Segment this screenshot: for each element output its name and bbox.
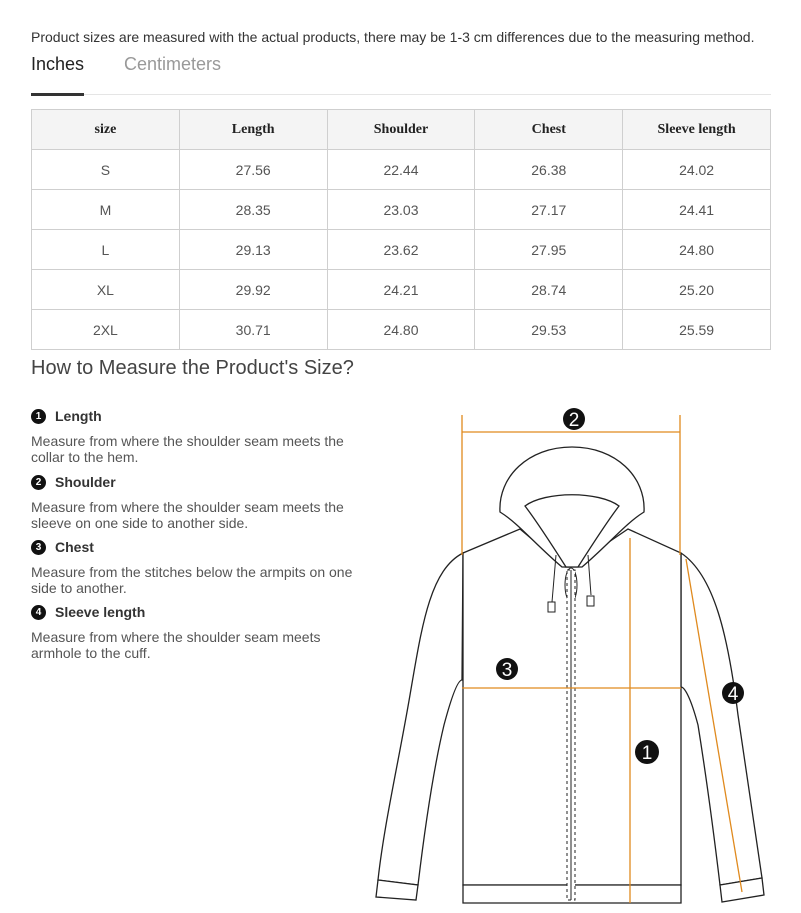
cell-chest: 26.38 <box>475 150 623 190</box>
unit-tabs <box>31 54 771 95</box>
table-header-row <box>32 110 771 150</box>
table-row <box>32 190 771 230</box>
cell-size: M <box>32 190 180 230</box>
cell-length: 29.92 <box>179 270 327 310</box>
cell-shoulder: 23.62 <box>327 230 475 270</box>
cell-sleeve-length: 25.59 <box>623 310 771 350</box>
table-row <box>32 150 771 190</box>
step-title: Sleeve length <box>55 604 146 620</box>
cell-chest: 29.53 <box>475 310 623 350</box>
tab-centimeters[interactable]: Centimeters <box>124 54 222 74</box>
cell-length: 30.71 <box>179 310 327 350</box>
cell-sleeve-length: 25.20 <box>623 270 771 310</box>
step-length <box>31 408 371 465</box>
cell-size: XL <box>32 270 180 310</box>
cell-shoulder: 22.44 <box>327 150 475 190</box>
cell-length: 28.35 <box>179 190 327 230</box>
svg-text:3: 3 <box>501 660 513 681</box>
number-badge-icon: 4 <box>31 605 46 620</box>
step-description: Measure from where the shoulder seam meets the sleeve on one side to another side. <box>31 499 344 531</box>
svg-text:4: 4 <box>727 684 739 705</box>
size-chart-table <box>31 109 771 350</box>
cell-sleeve-length: 24.80 <box>623 230 771 270</box>
step-title: Length <box>55 408 102 424</box>
number-badge-icon: 2 <box>31 475 46 490</box>
number-badge-icon: 3 <box>31 540 46 555</box>
step-title: Chest <box>55 539 94 555</box>
table-row <box>32 310 771 350</box>
step-shoulder <box>31 474 371 531</box>
step-description: Measure from where the shoulder seam meets armhole to the cuff. <box>31 629 321 661</box>
step-description: Measure from the stitches below the armpits on one side to another. <box>31 564 353 596</box>
cell-sleeve-length: 24.41 <box>623 190 771 230</box>
header-shoulder: Shoulder <box>327 110 475 150</box>
marker-2-icon <box>563 408 585 431</box>
cell-sleeve-length: 24.02 <box>623 150 771 190</box>
cell-length: 27.56 <box>179 150 327 190</box>
cell-shoulder: 24.80 <box>327 310 475 350</box>
svg-text:1: 1 <box>641 743 653 764</box>
marker-1-icon <box>635 740 659 764</box>
cell-size: S <box>32 150 180 190</box>
zipper <box>567 570 575 900</box>
header-size: size <box>32 110 180 150</box>
cell-shoulder: 23.03 <box>327 190 475 230</box>
number-badge-icon: 1 <box>31 409 46 424</box>
header-chest: Chest <box>475 110 623 150</box>
svg-text:2: 2 <box>568 410 580 431</box>
cell-shoulder: 24.21 <box>327 270 475 310</box>
active-tab-indicator <box>31 93 84 96</box>
tab-inches[interactable]: Inches <box>31 54 85 74</box>
header-length: Length <box>179 110 327 150</box>
cell-chest: 28.74 <box>475 270 623 310</box>
cell-size: 2XL <box>32 310 180 350</box>
measurement-note: Product sizes are measured with the actual products, there may be 1-3 cm differences due to the measuring method. <box>31 29 755 45</box>
hoodie-measurement-diagram <box>360 395 780 907</box>
table-row <box>32 270 771 310</box>
step-sleeve-length <box>31 604 371 661</box>
step-chest <box>31 539 371 596</box>
header-sleeve-length: Sleeve length <box>623 110 771 150</box>
cell-length: 29.13 <box>179 230 327 270</box>
cell-chest: 27.17 <box>475 190 623 230</box>
table-row <box>32 230 771 270</box>
cell-size: L <box>32 230 180 270</box>
cell-chest: 27.95 <box>475 230 623 270</box>
step-description: Measure from where the shoulder seam meets the collar to the hem. <box>31 433 344 465</box>
step-title: Shoulder <box>55 474 116 490</box>
how-to-measure-title: How to Measure the Product's Size? <box>31 357 354 379</box>
